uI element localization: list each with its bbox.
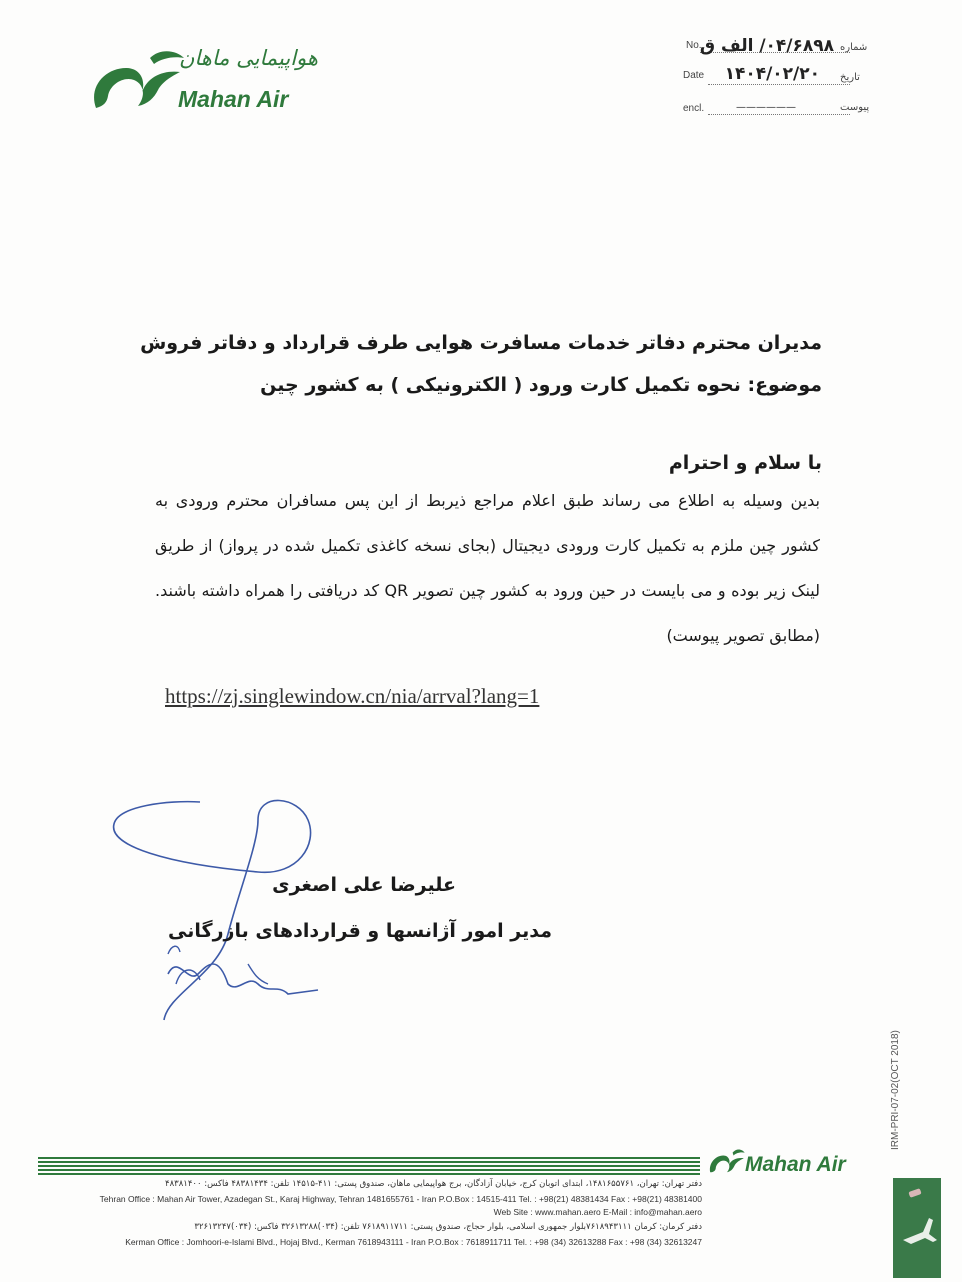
signer-title: مدیر امور آژانسها و قراردادهای بازرگانی — [168, 920, 552, 942]
date-value: ۱۴۰۴/۰۲/۲۰ — [724, 64, 820, 84]
mahan-logo-icon — [88, 46, 188, 116]
number-label-en: No. — [686, 40, 702, 51]
encl-value: —————— — [736, 102, 796, 113]
footer-logo-icon — [708, 1148, 746, 1176]
body-paragraph: بدین وسیله به اطلاع می رساند طبق اعلام مراجع ذیربط از این پس مسافران محترم ورودی به کشور چین ملزم به تکمیل کارت ورودی دیجیتال (بجای نسخه کاغذی تکمیل شده در پرواز) از طریق لینک زیر بوده و می بایست در حین ورود به کشور چین تصویر QR کد دریافتی را همراه داشته باشند.(مطابق تصویر پیوست) — [155, 491, 821, 645]
encl-label-en: encl. — [683, 103, 705, 114]
logo-text-en: Mahan Air — [178, 86, 289, 112]
tehran-address-fa: دفتر تهران: تهران، ۱۴۸۱۶۵۵۷۶۱، ابتدای اتوبان کرج، خیابان آزادگان، برج هواپیمایی ماهان، صندوق پستی: ۴۱۱-۱۴۵۱۵ تلفن: ۴۸۳۸۱۴۳۴ فاکس: ۴۸۳۸۱۴۰۰ — [165, 1179, 702, 1189]
greeting: با سلام و احترام — [668, 452, 822, 474]
encl-label-fa: پیوست — [840, 102, 870, 113]
tehran-address-en: Tehran Office : Mahan Air Tower, Azadegan St., Karaj Highway, Tehran 1481655761 - Iran P.O.Box : 14515-411 Tel. : +98(21) 48381434 Fax : +98(21) 48381400 — [99, 1194, 702, 1204]
signer-name: علیرضا علی اصغری — [272, 874, 456, 896]
date-line — [708, 84, 850, 85]
date-label-fa: تاریخ — [840, 72, 860, 83]
number-label-fa: شماره — [840, 42, 868, 53]
airplane-icon — [893, 1178, 941, 1278]
date-label-en: Date — [683, 70, 705, 81]
number-value: ۰۴/۶۸۹۸/ الف ق — [699, 36, 834, 56]
signature-scribble — [108, 784, 348, 1024]
kerman-address-fa: دفتر کرمان: کرمان ۷۶۱۸۹۴۳۱۱۱بلوار جمهوری اسلامی، بلوار حجاج، صندوق پستی: ۷۶۱۸۹۱۱۷۱۱ تلفن: (۰۳۴)۳۲۶۱۳۲۸۸ فاکس: (۰۳۴)۳۲۶۱۳۲۴۷ — [194, 1222, 702, 1232]
addressee: مدیران محترم دفاتر خدمات مسافرت هوایی طرف قرارداد و دفاتر فروش — [140, 332, 822, 354]
footer-stripe — [38, 1157, 700, 1175]
logo-text-fa: هواپیمایی ماهان — [178, 46, 318, 70]
kerman-address-en: Kerman Office : Jomhoori-e-Islami Blvd., Hojaj Blvd., Kerman 7618943111 - Iran P.O.Box : 7618911711 Tel. : +98 (34) 32613288 Fax : +98 (34) 32613247 — [125, 1237, 702, 1247]
encl-line — [708, 114, 850, 115]
form-code: IRM-PRI-07-02(OCT 2018) — [890, 1030, 901, 1150]
corner-strip — [893, 1178, 941, 1278]
subject: موضوع: نحوه تکمیل کارت ورود ( الکترونیکی ) به کشور چین — [260, 374, 822, 396]
china-arrival-card-link[interactable]: https://zj.singlewindow.cn/nia/arrval?lang=1 — [165, 684, 540, 708]
web-email: Web Site : www.mahan.aero E-Mail : info@mahan.aero — [493, 1207, 702, 1217]
footer-logo-text: Mahan Air — [745, 1153, 846, 1176]
